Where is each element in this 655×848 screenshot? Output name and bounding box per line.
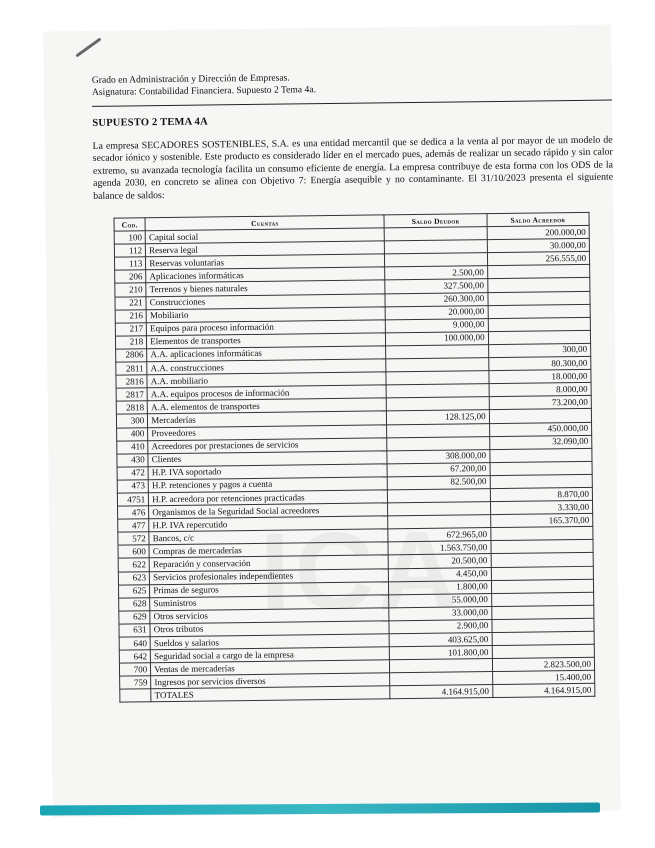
account-code: 628	[119, 597, 150, 610]
header-divider	[92, 100, 612, 107]
saldo-deudor: 1.800,00	[389, 580, 491, 594]
saldo-acreedor	[492, 631, 594, 645]
saldo-acreedor: 80.300,00	[488, 356, 590, 370]
account-name: A.A. construcciones	[147, 359, 386, 375]
account-code: 622	[118, 558, 149, 571]
saldo-deudor	[387, 397, 489, 411]
account-code: 100	[114, 231, 145, 244]
account-name: H.P. retenciones y pagos a cuenta	[148, 477, 387, 493]
account-name: H.P. acreedora por retenciones practicadas	[149, 490, 388, 506]
account-name: Organismos de la Seguridad Social acreedores	[149, 503, 388, 519]
account-name: Clientes	[148, 451, 387, 467]
saldo-deudor: 20.000,00	[385, 305, 487, 319]
saldo-deudor	[386, 345, 488, 359]
saldo-acreedor	[491, 605, 593, 619]
saldo-acreedor	[488, 291, 590, 305]
saldo-acreedor	[491, 566, 593, 580]
saldo-acreedor	[492, 618, 594, 632]
saldo-acreedor: 8.000,00	[489, 383, 591, 397]
saldo-acreedor	[490, 461, 592, 475]
account-code: 113	[114, 257, 145, 270]
saldo-deudor: 128.125,00	[387, 410, 489, 424]
saldo-deudor	[384, 227, 486, 241]
saldo-deudor	[386, 358, 488, 372]
document-page	[43, 25, 621, 818]
account-code: 400	[117, 427, 148, 440]
saldo-deudor: 55.000,00	[389, 593, 491, 607]
account-name: Servicios profesionales independientes	[150, 568, 389, 584]
header-cuentas: Cuentas	[145, 215, 384, 231]
account-code: 2811	[116, 362, 147, 375]
account-name: A.A. equipos procesos de información	[147, 385, 386, 401]
account-name: Reparación y conservación	[149, 555, 388, 571]
account-code: 2816	[116, 375, 147, 388]
saldo-deudor: 2.900,00	[389, 619, 491, 633]
saldo-acreedor: 200.000,00	[487, 225, 589, 239]
saldo-acreedor: 2.823.500,00	[492, 657, 594, 671]
saldo-deudor: 672.965,00	[388, 528, 490, 542]
saldo-acreedor	[489, 409, 591, 423]
saldo-acreedor	[490, 527, 592, 541]
account-code: 218	[115, 336, 146, 349]
account-code: 217	[115, 323, 146, 336]
header-degree: Grado en Administración y Dirección de Empresas.	[91, 72, 290, 86]
account-code: 221	[115, 296, 146, 309]
account-name: Ingresos por servicios diversos	[151, 673, 390, 689]
account-code: 216	[115, 309, 146, 322]
account-name: Construcciones	[146, 293, 385, 309]
header-cod: Cod.	[114, 218, 145, 231]
totals-cod	[120, 689, 151, 702]
account-code: 477	[118, 519, 149, 532]
saldo-deudor	[388, 489, 490, 503]
saldo-acreedor: 256.555,00	[487, 252, 589, 266]
account-name: Aplicaciones informáticas	[146, 267, 385, 283]
saldo-acreedor: 32.090,00	[489, 435, 591, 449]
account-code: 631	[119, 624, 150, 637]
saldo-acreedor	[491, 579, 593, 593]
saldo-acreedor	[491, 540, 593, 554]
saldo-acreedor: 300,00	[488, 343, 590, 357]
saldo-deudor: 9.000,00	[386, 318, 488, 332]
saldo-deudor: 20.500,00	[388, 554, 490, 568]
account-name: Otros servicios	[150, 608, 389, 624]
saldo-acreedor	[491, 592, 593, 606]
saldo-deudor: 1.563.750,00	[388, 541, 490, 555]
account-code: 600	[118, 545, 149, 558]
account-name: A.A. mobiliario	[147, 372, 386, 388]
account-code: 2817	[116, 388, 147, 401]
account-code: 640	[119, 637, 150, 650]
saldo-acreedor: 450.000,00	[489, 422, 591, 436]
intro-paragraph: La empresa SECADORES SOSTENIBLES, S.A. es una entidad mercantil que se dedica a la venta al por mayor de un modelo de secador iónico y sostenible. Este producto es considerado líder en el mercado pues, además de realizar un secado rápido y sin calor extremo, su avanzada tecnología facilita un consumo eficiente de energía. La empresa contribuye de esta forma con los ODS de la agenda 2030, en concreto se alinea con Objetivo 7: Energía asequible y no contaminante. El 31/10/2023 presenta el siguiente balance de saldos:	[92, 134, 614, 202]
account-code: 642	[119, 650, 150, 663]
saldo-acreedor: 165.370,00	[490, 513, 592, 527]
account-name: Sueldos y salarios	[150, 634, 389, 650]
account-code: 206	[115, 270, 146, 283]
saldo-acreedor	[487, 278, 589, 292]
saldo-acreedor	[491, 553, 593, 567]
account-code: 700	[119, 663, 150, 676]
account-name: Reservas voluntarias	[146, 254, 385, 270]
staple-mark	[75, 37, 101, 57]
account-name: Mobiliario	[146, 306, 385, 322]
saldo-deudor: 33.000,00	[389, 606, 491, 620]
saldo-deudor: 2.500,00	[385, 266, 487, 280]
saldo-acreedor	[488, 330, 590, 344]
saldo-acreedor	[488, 304, 590, 318]
saldo-deudor	[390, 659, 492, 673]
saldo-acreedor	[487, 265, 589, 279]
saldo-deudor	[386, 371, 488, 385]
account-name: Reserva legal	[146, 241, 385, 257]
account-code: 476	[118, 506, 149, 519]
saldo-acreedor: 3.330,00	[490, 500, 592, 514]
account-name: Seguridad social a cargo de la empresa	[151, 647, 390, 663]
saldo-acreedor: 73.200,00	[489, 396, 591, 410]
account-code: 410	[117, 440, 148, 453]
header-saldo-deudor: Saldo Deudor	[384, 214, 486, 228]
account-name: A.A. elementos de transportes	[147, 398, 386, 414]
saldo-deudor: 308.000,00	[387, 449, 489, 463]
header-saldo-acreedor: Saldo Acreedor	[487, 212, 589, 226]
account-code: 759	[120, 676, 151, 689]
saldo-deudor	[385, 240, 487, 254]
account-code: 572	[118, 532, 149, 545]
saldo-deudor	[390, 672, 492, 686]
header-subject: Asignatura: Contabilidad Financiera. Supuesto 2 Tema 4a.	[91, 84, 317, 98]
saldo-deudor: 100.000,00	[386, 331, 488, 345]
saldo-deudor	[387, 436, 489, 450]
saldo-deudor	[386, 384, 488, 398]
saldo-acreedor	[490, 474, 592, 488]
account-name: Capital social	[145, 228, 384, 244]
account-code: 430	[117, 453, 148, 466]
saldo-deudor: 82.500,00	[388, 475, 490, 489]
saldo-acreedor: 18.000,00	[489, 369, 591, 383]
account-code: 473	[117, 480, 148, 493]
totals-label: TOTALES	[151, 686, 390, 702]
saldo-deudor	[388, 502, 490, 516]
saldo-acreedor	[492, 644, 594, 658]
saldo-deudor: 327.500,00	[385, 279, 487, 293]
account-name: Suministros	[150, 595, 389, 611]
account-code: 472	[117, 467, 148, 480]
document-header	[92, 72, 316, 99]
saldo-acreedor	[490, 448, 592, 462]
totals-acreedor: 4.164.915,00	[492, 684, 594, 698]
saldo-deudor	[387, 423, 489, 437]
account-code: 2806	[116, 349, 147, 362]
account-name: Bancos, c/c	[149, 529, 388, 545]
totals-deudor: 4.164.915,00	[390, 685, 492, 699]
account-name: Otros tributos	[150, 621, 389, 637]
account-name: Equipos para proceso información	[147, 320, 386, 336]
account-name: Mercaderías	[148, 411, 387, 427]
account-code: 112	[114, 244, 145, 257]
account-name: Compras de mercaderías	[149, 542, 388, 558]
account-name: Proveedores	[148, 424, 387, 440]
account-code: 629	[119, 611, 150, 624]
saldo-deudor: 101.800,00	[390, 646, 492, 660]
account-name: Elementos de transportes	[147, 333, 386, 349]
account-name: Ventas de mercaderías	[151, 660, 390, 676]
account-code: 623	[118, 571, 149, 584]
saldo-acreedor	[488, 317, 590, 331]
account-name: Primas de seguros	[150, 581, 389, 597]
account-name: Acreedores por prestaciones de servicios	[148, 437, 387, 453]
account-code: 2818	[116, 401, 147, 414]
balance-table	[113, 212, 595, 703]
account-name: A.A. aplicaciones informáticas	[147, 346, 386, 362]
saldo-deudor: 403.625,00	[389, 633, 491, 647]
saldo-acreedor: 30.000,00	[487, 239, 589, 253]
saldo-deudor: 260.300,00	[385, 292, 487, 306]
saldo-acreedor: 15.400,00	[492, 671, 594, 685]
scan-edge-bar	[40, 803, 600, 816]
account-code: 210	[115, 283, 146, 296]
account-code: 300	[116, 414, 147, 427]
saldo-deudor	[388, 515, 490, 529]
document-title: SUPUESTO 2 TEMA 4A	[92, 116, 208, 129]
saldo-deudor: 4.450,00	[389, 567, 491, 581]
saldo-acreedor: 8.870,00	[490, 487, 592, 501]
saldo-deudor	[385, 253, 487, 267]
account-code: 625	[118, 584, 149, 597]
account-name: Terrenos y bienes naturales	[146, 280, 385, 296]
account-name: H.P. IVA repercutido	[149, 516, 388, 532]
account-name: H.P. IVA soportado	[148, 464, 387, 480]
saldo-deudor: 67.200,00	[387, 462, 489, 476]
account-code: 4751	[117, 493, 148, 506]
